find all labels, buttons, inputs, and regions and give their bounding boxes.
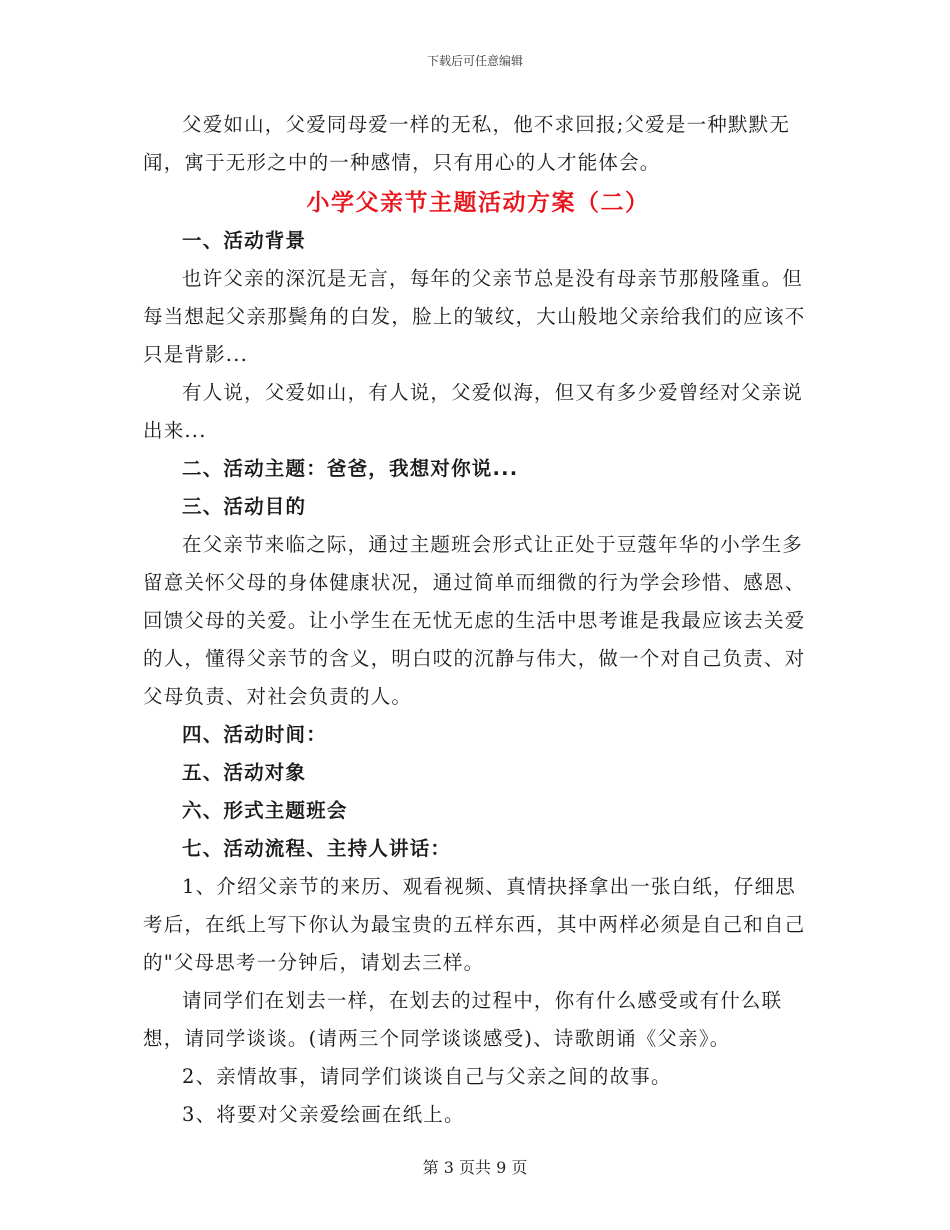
section-heading-format: 六、形式主题班会	[182, 799, 348, 822]
purpose-paragraph: 在父亲节来临之际，通过主题班会形式让正处于豆蔻年华的小学生多留意关怀父母的身体健康状况，通过简单而细微的行为学会珍惜、感恩、回馈父母的关爱。让小学生在无忧无虑的生活中思考谁是我最应该去关爱的人，懂得父亲节的含义，明白哎的沉静与伟大，做一个对自己负责、对父母负责、对社会负责的人。	[143, 533, 806, 708]
process-step-2: 2、亲情故事，请同学们谈谈自己与父亲之间的故事。	[182, 1065, 672, 1088]
background-paragraph-2: 有人说，父爱如山，有人说，父爱似海，但又有多少爱曾经对父亲说出来...	[143, 381, 804, 442]
intro-paragraph: 父爱如山，父爱同母爱一样的无私，他不求回报;父爱是一种默默无闻，寓于无形之中的一种感情，只有用心的人才能体会。	[143, 113, 791, 174]
section-heading-background: 一、活动背景	[182, 229, 307, 252]
process-step-1: 1、介绍父亲节的来历、观看视频、真情抉择拿出一张白纸，仔细思考后，在纸上写下你认为最宝贵的五样东西，其中两样必须是自己和自己的"父母思考一分钟后，请划去三样。	[143, 875, 806, 974]
section-heading-time: 四、活动时间：	[182, 723, 327, 746]
page-number: 第 3 页共 9 页	[422, 1158, 528, 1177]
process-step-3: 3、将要对父亲爱绘画在纸上。	[182, 1103, 465, 1126]
background-paragraph-1: 也许父亲的深沉是无言，每年的父亲节总是没有母亲节那般隆重。但每当想起父亲那鬓角的白发，脸上的皱纹，大山般地父亲给我们的应该不只是背影...	[143, 267, 806, 366]
section-heading-audience: 五、活动对象	[182, 761, 307, 784]
section-heading-theme: 二、活动主题：爸爸，我想对你说...	[182, 457, 519, 480]
document-body	[143, 106, 813, 1134]
document-title: 小学父亲节主题活动方案（二）	[306, 190, 650, 216]
section-heading-purpose: 三、活动目的	[182, 495, 307, 518]
section-heading-process: 七、活动流程、主持人讲话：	[182, 837, 452, 860]
header-note: 下载后可任意编辑	[426, 54, 523, 68]
process-step-1-continued: 请同学们在划去一样，在划去的过程中，你有什么感受或有什么联想，请同学谈谈。(请两三个同学谈谈感受)、诗歌朗诵《父亲》。	[143, 989, 783, 1050]
